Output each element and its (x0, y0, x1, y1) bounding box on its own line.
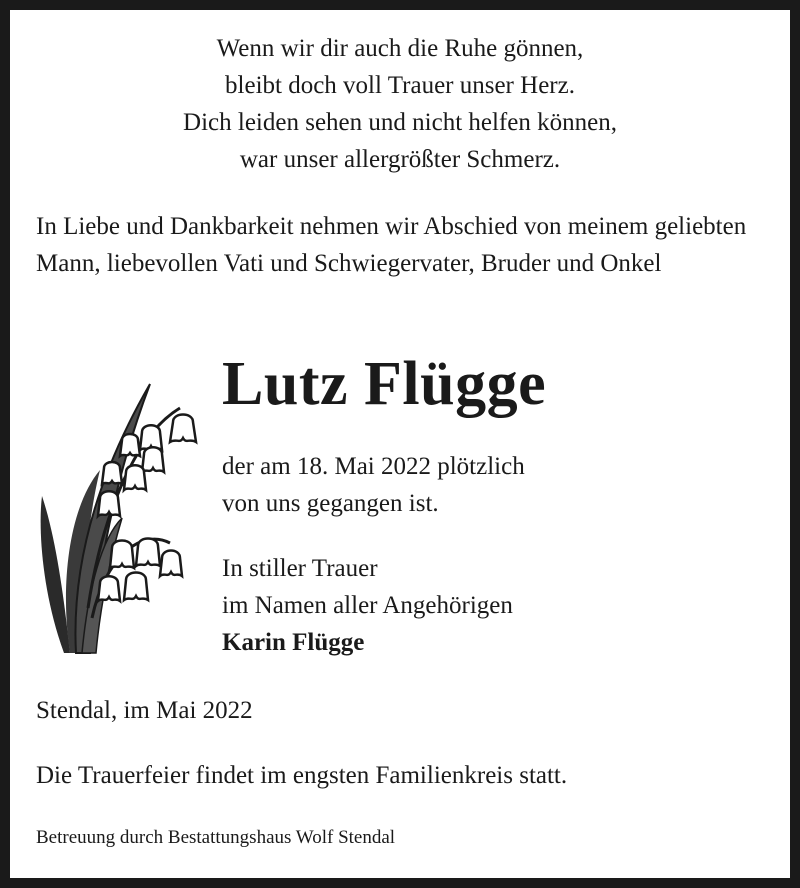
passing-statement (222, 448, 525, 522)
ceremony-note: Die Trauerfeier findet im engsten Familienkreis statt. (36, 762, 568, 789)
memorial-poem (10, 30, 790, 178)
poem-line: bleibt doch voll Trauer unser Herz. (225, 72, 575, 99)
mourning-line: In stiller Trauer (222, 555, 378, 582)
poem-line: war unser allergrößter Schmerz. (239, 146, 561, 173)
poem-line: Wenn wir dir auch die Ruhe gönnen, (216, 35, 584, 62)
mourning-signature (222, 550, 513, 661)
deceased-name: Lutz Flügge (222, 350, 547, 418)
signer-name: Karin Flügge (222, 629, 365, 656)
passing-line: von uns gegangen ist. (222, 490, 439, 517)
mourning-line: im Namen aller Angehörigen (222, 592, 513, 619)
funeral-home-credit: Betreuung durch Bestattungshaus Wolf Stendal (36, 827, 396, 848)
poem-line: Dich leiden sehen und nicht helfen können, (183, 109, 617, 136)
passing-line: der am 18. Mai 2022 plötzlich (222, 453, 525, 480)
lily-of-the-valley-icon (30, 378, 200, 658)
farewell-intro: In Liebe und Dankbarkeit nehmen wir Abschied von meinem geliebten Mann, liebevollen Vati und Schwiegervater, Bruder und Onkel (36, 213, 747, 277)
place-date: Stendal, im Mai 2022 (36, 697, 253, 724)
